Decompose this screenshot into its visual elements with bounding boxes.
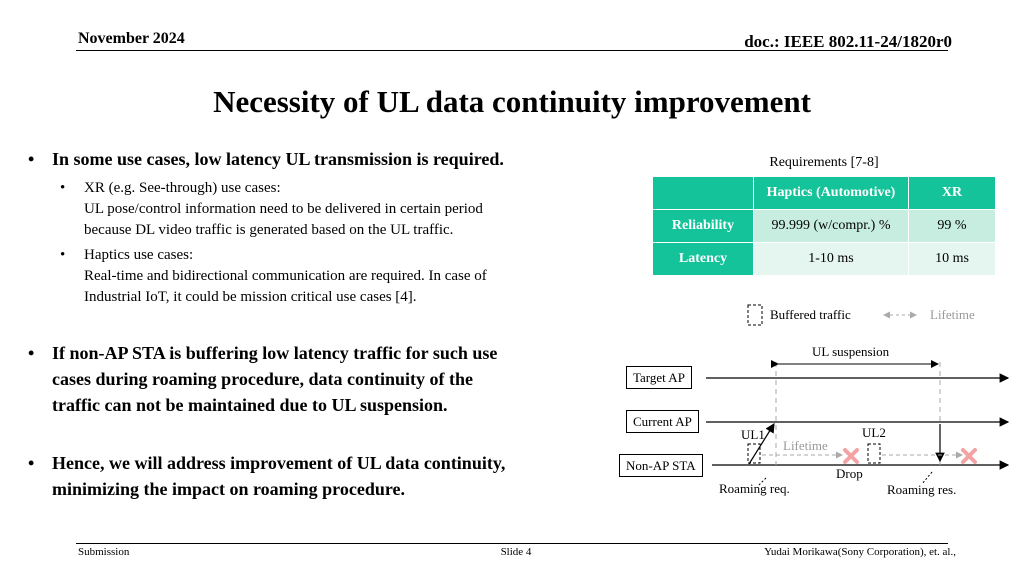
drop-icon	[963, 450, 975, 462]
slide-title: Necessity of UL data continuity improvement	[213, 84, 811, 119]
table-cell: 10 ms	[909, 243, 996, 276]
header-date: November 2024	[78, 30, 185, 47]
footer-divider	[76, 543, 948, 544]
drop-icon	[845, 450, 857, 462]
bullet-line: cases during roaming procedure, data continuity of the	[52, 369, 474, 389]
table-cell: 99.999 (w/compr.) %	[754, 210, 909, 243]
table-header-cell: Haptics (Automotive)	[754, 177, 909, 210]
bullet-line: minimizing the impact on roaming procedure.	[52, 479, 405, 499]
footer-submission: Submission	[78, 546, 130, 558]
bullet-1: • In some use cases, low latency UL transmission is required.	[20, 146, 630, 172]
requirements-caption: Requirements [7-8]	[769, 155, 879, 170]
buffered-traffic-legend-icon	[748, 305, 762, 325]
table-cell: 1-10 ms	[754, 243, 909, 276]
roaming-req-label: Roaming req.	[719, 481, 790, 496]
sub-bullet-line: Real-time and bidirectional communication are required. In case of	[84, 268, 487, 284]
target-ap-box: Target AP	[626, 366, 692, 389]
drop-label: Drop	[836, 466, 863, 481]
bullet-line: traffic can not be maintained due to UL suspension.	[52, 395, 448, 415]
sub-bullet-line: because DL video traffic is generated based on the UL traffic.	[84, 222, 454, 238]
table-row-header: Reliability	[653, 210, 754, 243]
legend-buffered-label: Buffered traffic	[770, 307, 851, 322]
table-header-cell: XR	[909, 177, 996, 210]
sub-bullet-line: UL pose/control information need to be delivered in certain period	[84, 201, 483, 217]
ul2-buffered-box	[868, 444, 880, 463]
sub-bullet-line: • Haptics use cases:	[84, 247, 194, 263]
table-cell: 99 %	[909, 210, 996, 243]
footer-author: Yudai Morikawa(Sony Corporation), et. al.,	[764, 546, 956, 558]
legend-lifetime-label: Lifetime	[930, 307, 975, 322]
sub-bullet-line: Industrial IoT, it could be mission critical use cases [4].	[84, 289, 417, 305]
ul2-label: UL2	[862, 425, 886, 440]
lifetime-label: Lifetime	[783, 438, 828, 453]
table-row-header: Latency	[653, 243, 754, 276]
bullet-line: • Hence, we will address improvement of UL data continuity,	[52, 453, 506, 473]
header-doc-id: doc.: IEEE 802.11-24/1820r0	[744, 32, 952, 51]
non-ap-sta-box: Non-AP STA	[619, 454, 703, 477]
bullet-line: • If non-AP STA is buffering low latency traffic for such use	[52, 343, 498, 363]
roaming-res-label: Roaming res.	[887, 482, 957, 497]
sub-bullet-line: • XR (e.g. See-through) use cases:	[84, 180, 281, 196]
footer-slide-number: Slide 4	[500, 546, 532, 558]
ul-suspension-label: UL suspension	[812, 344, 890, 359]
current-ap-box: Current AP	[626, 410, 699, 433]
ul1-label: UL1	[741, 427, 765, 442]
ul1-buffered-box	[748, 444, 760, 463]
